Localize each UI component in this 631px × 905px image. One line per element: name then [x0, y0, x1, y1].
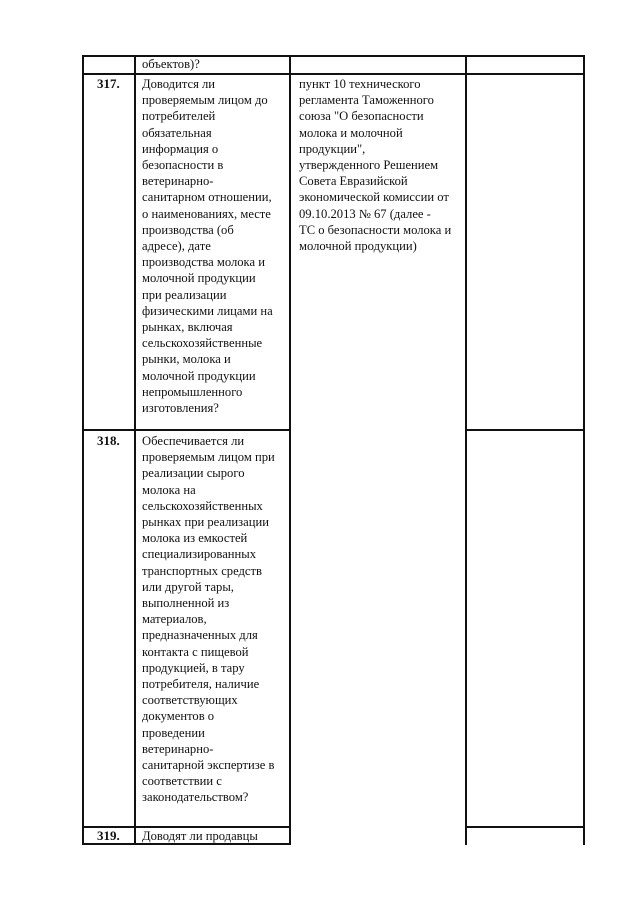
reference-line: ТС о безопасности молока и — [299, 222, 452, 237]
row-319-question — [142, 828, 288, 844]
column-divider-3 — [465, 55, 467, 845]
question-line: сельскохозяйственных — [142, 498, 263, 513]
question-line: транспортных средств — [142, 563, 262, 578]
question-line: рынках при реализации — [142, 515, 269, 530]
question-line: материалов, — [142, 612, 207, 627]
question-line: молочной продукции — [142, 368, 256, 383]
question-line: Доводят ли продавцы — [142, 829, 258, 843]
reference-line: продукции", — [299, 141, 366, 156]
reference-line: пункт 10 технического — [299, 77, 421, 91]
reference-line: молока и молочной — [299, 125, 403, 140]
question-line: сельскохозяйственные — [142, 336, 263, 351]
reference-line: 09.10.2013 № 67 (далее - — [299, 206, 431, 221]
question-line: Доводится ли — [142, 77, 216, 91]
question-line: продукцией, в тару — [142, 660, 245, 675]
reference-line: молочной продукции) — [299, 239, 417, 254]
reference-line: Совета Евразийской — [299, 174, 408, 189]
row-317-number: 317. — [97, 76, 120, 91]
question-line: производства молока и — [142, 255, 265, 270]
reference-line: экономической комиссии от — [299, 190, 449, 205]
question-line: санитарной экспертизе в — [142, 758, 275, 773]
question-line: проверяемым лицом при — [142, 450, 275, 465]
column-divider-1 — [134, 55, 136, 845]
table-border-right — [583, 55, 585, 845]
question-line: изготовления? — [142, 401, 219, 416]
question-line: рынках, включая — [142, 320, 233, 335]
question-line: непромышленного — [142, 384, 243, 399]
row-317-reference — [299, 76, 464, 254]
question-line: соответствующих — [142, 693, 238, 708]
row-divider-col4-319 — [465, 826, 585, 828]
question-line: при реализации — [142, 287, 227, 302]
question-line: физическими лицами на — [142, 303, 273, 318]
question-line: законодательством? — [142, 790, 249, 805]
question-line: производства (об — [142, 222, 234, 237]
row-divider-top — [82, 73, 585, 75]
row-318-question — [142, 433, 288, 806]
question-line: молочной продукции — [142, 271, 256, 286]
reference-line: утвержденного Решением — [299, 158, 439, 173]
question-line: объектов)? — [142, 57, 200, 71]
question-line: Обеспечивается ли — [142, 434, 245, 448]
row-divider-317-318 — [82, 429, 291, 431]
question-line: соответствии с — [142, 774, 222, 789]
row-0-question — [142, 56, 288, 72]
checklist-table — [82, 55, 585, 845]
question-line: ветеринарно- — [142, 174, 214, 189]
row-317-question — [142, 76, 288, 416]
row-319-number: 319. — [97, 828, 120, 843]
row-318-number: 318. — [97, 433, 120, 448]
reference-line: регламента Таможенного — [299, 93, 434, 108]
question-line: проведении — [142, 725, 205, 740]
question-line: проверяемым лицом до — [142, 93, 268, 108]
table-border-left — [82, 55, 84, 845]
question-line: информация о — [142, 141, 219, 156]
reference-line: союза "О безопасности — [299, 109, 424, 124]
question-line: реализации сырого — [142, 466, 245, 481]
question-line: выполненной из — [142, 596, 230, 611]
question-line: или другой тары, — [142, 579, 234, 594]
question-line: безопасности в — [142, 158, 224, 173]
question-line: предназначенных для — [142, 628, 258, 643]
question-line: молока из емкостей — [142, 531, 248, 546]
question-line: адресе), дате — [142, 239, 211, 254]
question-line: рынки, молока и — [142, 352, 231, 367]
question-line: потребителей — [142, 109, 216, 124]
question-line: документов о — [142, 709, 215, 724]
question-line: о наименованиях, месте — [142, 206, 271, 221]
question-line: потребителя, наличие — [142, 677, 260, 692]
column-divider-2 — [289, 55, 291, 845]
question-line: специализированных — [142, 547, 257, 562]
question-line: контакта с пищевой — [142, 644, 249, 659]
question-line: молока на — [142, 482, 196, 497]
question-line: обязательная — [142, 125, 212, 140]
question-line: ветеринарно- — [142, 741, 214, 756]
question-line: санитарном отношении, — [142, 190, 272, 205]
row-divider-col4-318 — [465, 429, 585, 431]
